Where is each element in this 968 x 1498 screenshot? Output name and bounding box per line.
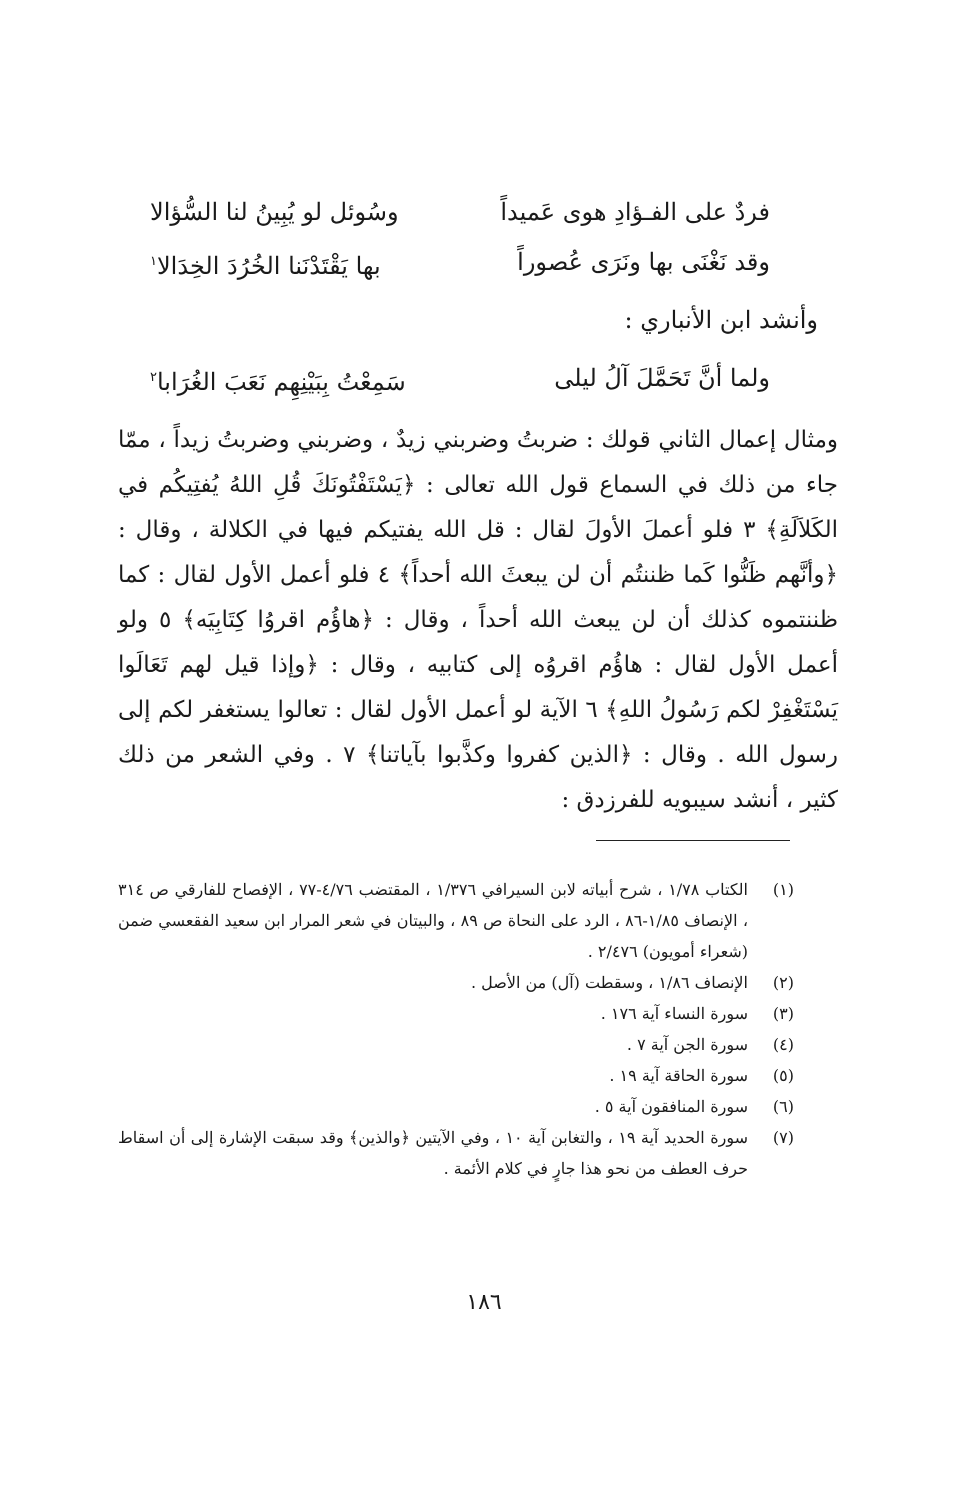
footnote bbox=[118, 998, 794, 1029]
main-paragraph: ومثال إعمال الثاني قولك : ضربتُ وضربني زيدٌ ، وضربني وضربتُ زيداً ، ممّا جاء من ذلك في السماع قول الله تعالى : ﴿يَسْتَفْتُونَكَ قُلِ اللهُ يُفتِيكُم في الكَلاَلَةِ﴾ ٣ فلو أعملَ الأولَ لقال : قل الله يفتيكم فيها في الكلالة ، وقال : ﴿وأنَّهم ظَنُّوا كَما ظننتُم أن لن يبعثَ الله أحداً﴾ ٤ فلو أعمل الأول لقال : كما ظننتموه كذلك أن لن يبعث الله أحداً ، وقال : ﴿هاؤُم اقروُا كِتَابِيَه﴾ ٥ ولو أعمل الأول لقال : هاؤُم اقروُه إلى كتابيه ، وقال : ﴿وإذا قيل لهم تَعَالَوا يَسْتَغْفِرْ لكم رَسُولُ اللهِ﴾ ٦ الآية لو أعمل الأول لقال : تعالوا يستغفر لكم إلى رسول الله . وقال : ﴿الذين كفروا وكذَّبوا بآياتنا﴾ ٧ . وفي الشعر من ذلك كثير ، أنشد سيبويه للفرزدق : bbox=[118, 427, 839, 813]
footnote-number: (٤) bbox=[772, 1035, 794, 1054]
footnote bbox=[118, 1029, 794, 1060]
footnote-text: سورة الحديد آية ١٩ ، والتغابن آية ١٠ ، وفي الآيتين ﴿والذين﴾ وقد سبقت الإشارة إلى أن اسقاط حرف العطف من نحو هذا جارٍ في كلام الأئمة . bbox=[118, 1128, 748, 1178]
footnote-number: (٢) bbox=[772, 973, 794, 992]
footnote-number: (٥) bbox=[772, 1066, 794, 1085]
footnote bbox=[118, 1060, 794, 1091]
second-hemistich: وسُوئل لو يُبِينُ لنا السُّؤالا bbox=[150, 198, 399, 226]
footnote bbox=[118, 1122, 794, 1184]
footnotes bbox=[118, 874, 794, 1184]
intro-text: وأنشد ابن الأنباري : bbox=[624, 306, 818, 334]
footnote-number: (١) bbox=[772, 880, 794, 899]
second-hemistich bbox=[150, 242, 381, 286]
footnote-number: (٧) bbox=[772, 1128, 794, 1147]
verse-line bbox=[150, 358, 770, 398]
footnote bbox=[118, 967, 794, 998]
first-hemistich: فردٌ على الفـؤادِ هوى عَميداً bbox=[500, 198, 770, 226]
footnote-marker: ٢ bbox=[150, 370, 157, 385]
footnote-text: الإنصاف ١/٨٦ ، وسقطت (آل) من الأصل . bbox=[470, 973, 748, 992]
second-hemistich bbox=[150, 358, 406, 402]
footnote-text: الكتاب ١/٧٨ ، شرح أبياته لابن السيرافي ١/٣٧٦ ، المقتضب ٤/٧٦-٧٧ ، الإفصاح للفارقي ص ٣١٤ ، الإنصاف ١/٨٥-٨٦ ، الرد على النحاة ص ٨٩ ، والبيتان في شعر المرار ابن سعيد الفقعسي ضمن (شعراء أمويون) ٢/٤٧٦ . bbox=[118, 880, 749, 961]
first-hemistich: وقد نَغْنَى بها ونَرَى عُصوراً bbox=[517, 248, 770, 276]
footnote-number: (٣) bbox=[772, 1004, 794, 1023]
footnote-number: (٦) bbox=[772, 1097, 794, 1116]
second-hemistich-text: سَمِعْتُ بِبَيْنِهِم نَعَبَ الغُرَابا bbox=[156, 368, 406, 396]
footnote-separator bbox=[596, 840, 790, 841]
footnote-text: سورة الحاقة آية ١٩ . bbox=[609, 1066, 748, 1085]
footnote-text: سورة النساء آية ١٧٦ . bbox=[600, 1004, 748, 1023]
footnote bbox=[118, 1091, 794, 1122]
footnote bbox=[118, 874, 794, 967]
first-hemistich: ولما أنَّ تَحَمَّلَ آلُ ليلى bbox=[554, 364, 770, 392]
verse-line bbox=[150, 192, 770, 232]
second-hemistich-text: بها يَقْتَدْنَنا الخُرُدَ الخِدَالا bbox=[156, 252, 381, 280]
footnote-text: سورة المنافقون آية ٥ . bbox=[594, 1097, 748, 1116]
footnote-text: سورة الجن آية ٧ . bbox=[626, 1035, 748, 1054]
intro-line bbox=[418, 300, 818, 340]
page-number: ١٨٦ bbox=[466, 1290, 502, 1315]
footnote-marker: ١ bbox=[150, 254, 157, 269]
verse-line bbox=[150, 242, 770, 282]
